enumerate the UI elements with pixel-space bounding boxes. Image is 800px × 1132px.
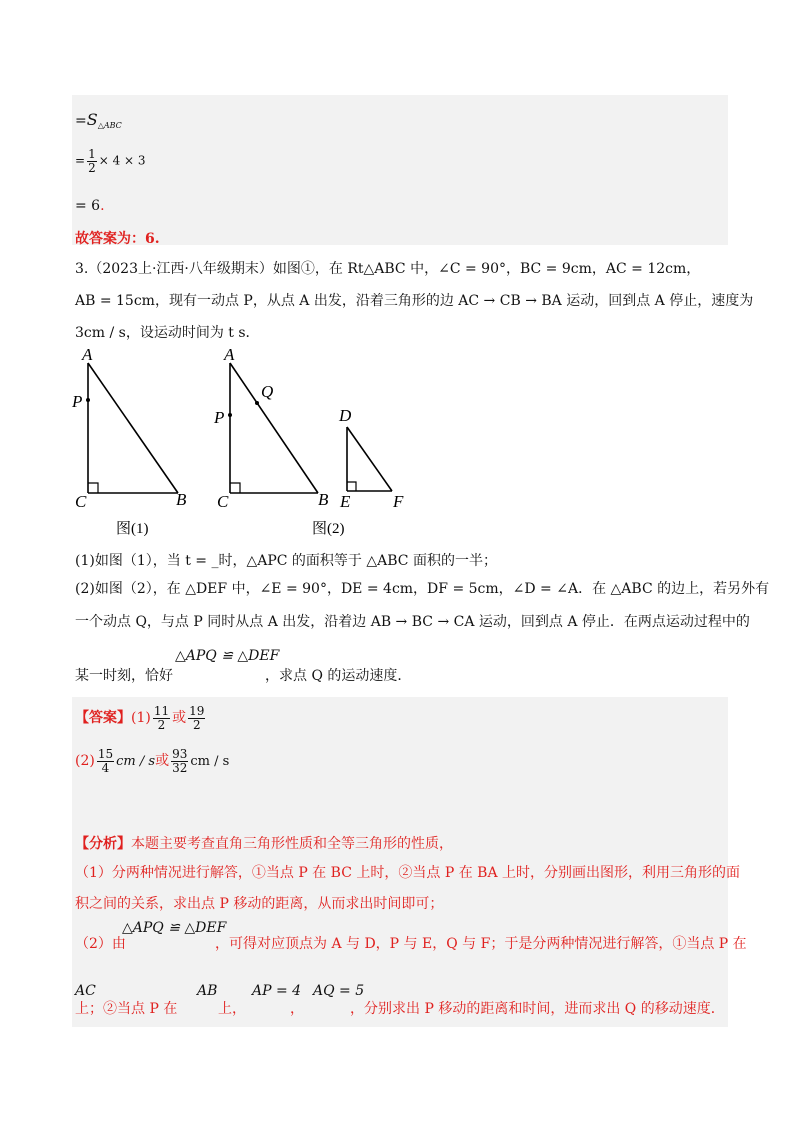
problem-line-1: 3.（2023上·江西·八年级期末）如图①，在 Rt△ABC 中，∠C = 90°，BC = 9cm，AC = 12cm， [75, 261, 701, 277]
question-2-line-3a: 某一时刻，恰好 [75, 668, 173, 684]
question-2-congruence: △APQ ≌ △DEF [175, 648, 280, 664]
label-e: E [340, 492, 351, 511]
analysis-line-5f: ， [290, 1001, 304, 1017]
prev-answer: 故答案为：6. [75, 231, 160, 247]
analysis-aq: AQ = 5 [313, 983, 365, 999]
problem-line-2: AB = 15cm，现有一动点 P，从点 A 出发，沿着三角形的边 AC → CB → BA 运动，回到点 A 停止，速度为 [75, 293, 754, 309]
problem-line-3: 3cm / s，设运动时间为 t s． [75, 325, 260, 341]
figure-1 [88, 363, 178, 493]
point-p-fig2 [228, 413, 232, 417]
label-p-fig2: P [214, 408, 225, 427]
triangle-def [347, 427, 392, 491]
analysis-line-5d: 上， [218, 1001, 246, 1017]
caption-fig1: 图(1) [116, 521, 149, 537]
analysis-ap: AP = 4 [252, 983, 302, 999]
prev-line-3: = 6. [75, 198, 105, 214]
prev-line-1: $=S_{\triangle ABC}$ [75, 110, 122, 130]
label-d: D [339, 406, 352, 425]
triangle-figures [0, 345, 800, 545]
label-c-fig1: C [75, 492, 87, 511]
point-q-fig2 [255, 401, 259, 405]
analysis-line-4c: ，可得对应顶点为 A 与 D，P 与 E，Q 与 F；于是分两种情况进行解答，①当点 P 在 [215, 936, 747, 952]
caption-fig2: 图(2) [312, 521, 345, 537]
label-c-fig2: C [217, 492, 229, 511]
previous-solution-block [72, 95, 728, 245]
analysis-line-3: 积之间的关系，求出点 P 移动的距离，从而求出时间即可； [75, 896, 444, 912]
point-p-fig1 [86, 398, 90, 402]
analysis-line-2: （1）分两种情况进行解答，①当点 P 在 BC 上时，②当点 P 在 BA 上时，分别画出图形，利用三角形的面 [75, 865, 741, 881]
analysis-line-4a: （2）由 [75, 936, 126, 952]
question-2-line-2: 一个动点 Q，与点 P 同时从点 A 出发，沿着边 AB → BC → CA 运动，回到点 A 停止．在两点运动过程中的 [75, 614, 750, 630]
answer-part-1: 【答案】(1) $\frac{11}{2}$ 或 $\frac{19}{2}$ [75, 704, 205, 732]
analysis-ab: AB [197, 983, 218, 999]
label-b-fig2: B [318, 490, 329, 509]
figure-2 [230, 363, 318, 493]
label-p-fig1: P [72, 392, 83, 411]
analysis-ac: AC [75, 983, 96, 999]
label-a-fig1: A [82, 345, 93, 364]
label-b-fig1: B [176, 490, 187, 509]
analysis-line-1: 【分析】本题主要考查直角三角形性质和全等三角形的性质， [75, 836, 453, 852]
label-f: F [393, 492, 404, 511]
question-2-line-1: (2)如图（2），在 △DEF 中，∠E = 90°，DE = 4cm，DF = 5cm，∠D = ∠A．在 △ABC 的边上，若另外有 [75, 581, 770, 597]
label-q-fig2: Q [261, 382, 274, 401]
prev-line-2: = $\frac{1}{2}$ × 4 × 3 [75, 147, 146, 175]
label-a-fig2: A [224, 345, 235, 364]
analysis-line-5h: ，分别求出 P 移动的距离和时间，进而求出 Q 的移动速度． [350, 1001, 725, 1017]
answer-part-2: (2) $\frac{15}{4}$ cm / s或 $\frac{93}{32}$ cm / s [75, 747, 230, 775]
analysis-congruence: △APQ ≌ △DEF [122, 920, 227, 936]
question-2-line-3c: ，求点 Q 的运动速度． [265, 668, 412, 684]
analysis-line-5b: 上；②当点 P 在 [75, 1001, 178, 1017]
question-1: (1)如图（1），当 t = _时，△APC 的面积等于 △ABC 面积的一半； [75, 553, 497, 569]
